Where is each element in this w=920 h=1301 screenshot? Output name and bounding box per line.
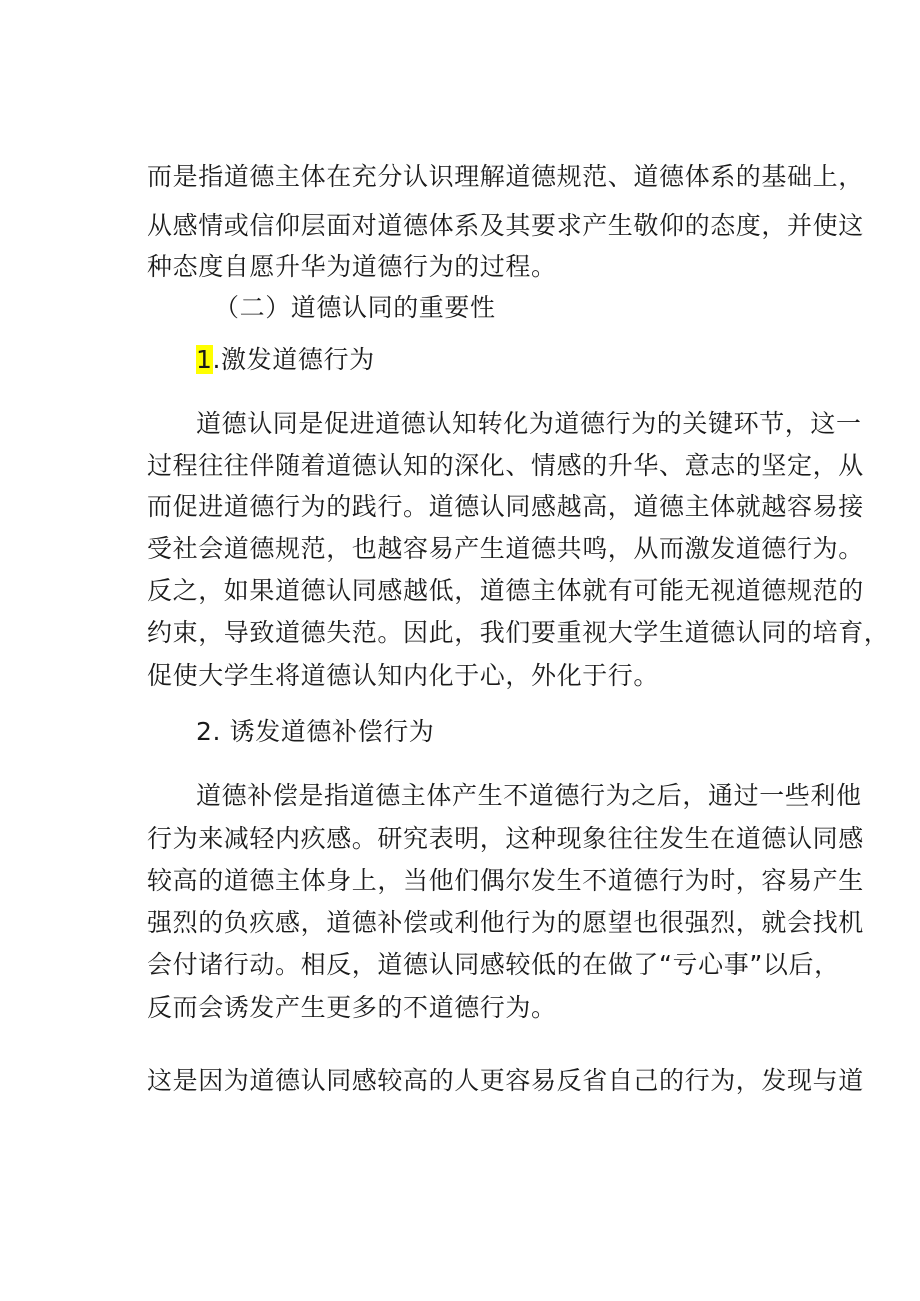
- item1-number-highlight: 1: [196, 345, 213, 374]
- item2-heading: 2. 诱发道德补偿行为: [196, 717, 435, 746]
- item1-heading: [196, 343, 375, 377]
- para1-line-1: 道德认同是促进道德认知转化为道德行为的关键环节，这一: [196, 409, 862, 438]
- intro-line-3: 种态度自愿升华为道德行为的过程。: [147, 252, 557, 281]
- para1-line-2: 过程往往伴随着道德认知的深化、情感的升华、意志的坚定，从: [147, 451, 864, 480]
- para1-line-5: 反之，如果道德认同感越低，道德主体就有可能无视道德规范的: [147, 576, 864, 605]
- para2-line-3: 较高的道德主体身上，当他们偶尔发生不道德行为时，容易产生: [147, 866, 864, 895]
- item1-title: .激发道德行为: [212, 345, 375, 374]
- intro-line-2: 从感情或信仰层面对道德体系及其要求产生敬仰的态度，并使这: [147, 211, 864, 240]
- para1-line-3: 而促进道德行为的践行。道德认同感越高，道德主体就越容易接: [147, 492, 864, 521]
- para1-line-7: 促使大学生将道德认知内化于心，外化于行。: [147, 661, 660, 690]
- para3-line-1: 这是因为道德认同感较高的人更容易反省自己的行为，发现与道: [147, 1066, 864, 1095]
- para2-line-5: 会付诸行动。相反，道德认同感较低的在做了“亏心事”以后，: [147, 950, 840, 979]
- para2-line-1: 道德补偿是指道德主体产生不道德行为之后，通过一些利他: [196, 781, 862, 810]
- para1-line-6: 约束，导致道德失范。因此，我们要重视大学生道德认同的培育，: [147, 618, 890, 647]
- para2-line-2: 行为来减轻内疚感。研究表明，这种现象往往发生在道德认同感: [147, 824, 864, 853]
- para2-line-6: 反而会诱发产生更多的不道德行为。: [147, 993, 557, 1022]
- para2-line-4: 强烈的负疚感，道德补偿或利他行为的愿望也很强烈，就会找机: [147, 908, 864, 937]
- intro-line-1: 而是指道德主体在充分认识理解道德规范、道德体系的基础上，: [147, 162, 864, 191]
- para1-line-4: 受社会道德规范，也越容易产生道德共鸣，从而激发道德行为。: [147, 534, 864, 563]
- section-heading: （二）道德认同的重要性: [214, 293, 496, 322]
